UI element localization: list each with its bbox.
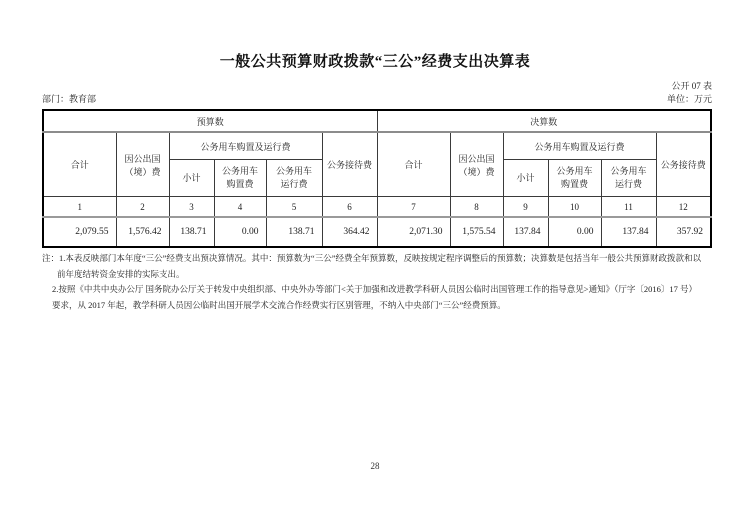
value-final-vehicle-subtotal: 137.84: [503, 217, 548, 247]
department-label: 部门：教育部: [42, 94, 97, 104]
footnotes: [42, 251, 718, 313]
col-num-12: 12: [656, 197, 711, 218]
header-operation-line1: 公务用车: [610, 166, 647, 176]
header-reception-budget: 公务接待费: [322, 132, 377, 197]
value-budget-abroad: 1,576.42: [116, 217, 169, 247]
header-total-budget: 合计: [43, 132, 116, 197]
footnote-1-line-2: 前年度结转资金安排的实际支出。: [57, 268, 185, 279]
header-purchase-line1: 公务用车: [221, 166, 258, 176]
header-operation-line2: 运行费: [615, 179, 643, 189]
col-num-5: 5: [266, 197, 322, 218]
value-budget-vehicle-operation: 138.71: [266, 217, 322, 247]
col-num-1: 1: [43, 197, 116, 218]
value-final-reception: 357.92: [656, 217, 711, 247]
value-budget-vehicle-subtotal: 138.71: [169, 217, 214, 247]
table-code-label: 公开 07 表: [671, 81, 712, 91]
footnote-1-line-1: 注：1.本表反映部门本年度“三公”经费支出预决算情况。其中：预算数为“三公”经费全年预算数，反映按规定程序调整后的预算数；决算数是包括当年一般公共预算财政拨款和以: [42, 253, 701, 263]
header-vehicle-subtotal-budget: 小计: [169, 160, 214, 197]
header-abroad-line2: （境）费: [124, 166, 161, 177]
header-vehicle-purchase-budget: [214, 160, 266, 197]
value-final-total: 2,071.30: [377, 217, 450, 247]
col-num-10: 10: [548, 197, 601, 218]
header-reception-final: 公务接待费: [656, 132, 711, 197]
unit-label: 单位：万元: [666, 94, 712, 104]
header-vehicle-operation-final: [601, 160, 656, 197]
header-operation-line2: 运行费: [280, 179, 308, 189]
value-final-abroad: 1,575.54: [450, 217, 503, 247]
column-number-row: [43, 197, 711, 218]
col-num-2: 2: [116, 197, 169, 218]
header-abroad-line2: （境）费: [458, 166, 495, 177]
header-total-final: 合计: [377, 132, 450, 197]
col-num-8: 8: [450, 197, 503, 218]
header-purchase-line2: 购置费: [226, 179, 254, 189]
header-row-1: [43, 132, 711, 160]
header-vehicle-group-budget: 公务用车购置及运行费: [169, 132, 322, 160]
footnote-2-line-2: 要求，从 2017 年起，教学科研人员因公临时出国开展学术交流合作经费实行区别管理，不纳入中央部门“三公”经费预算。: [52, 299, 506, 310]
data-row: [43, 217, 711, 247]
header-vehicle-subtotal-final: 小计: [503, 160, 548, 197]
header-vehicle-purchase-final: [548, 160, 601, 197]
section-header-budget: 预算数: [43, 110, 377, 132]
footnote-2-line-1: 2.按照《中共中央办公厅 国务院办公厅关于转发中央组织部、中央外办等部门<关于加强和改进教学科研人员因公临时出国管理工作的指导意见>通知》（厅字〔2016〕17 号）: [52, 284, 697, 294]
col-num-7: 7: [377, 197, 450, 218]
header-vehicle-group-final: 公务用车购置及运行费: [503, 132, 656, 160]
page-number: 28: [370, 461, 380, 471]
page-title: 一般公共预算财政拨款“三公”经费支出决算表: [219, 54, 531, 70]
header-abroad-line1: 因公出国: [458, 153, 495, 164]
header-purchase-line1: 公务用车: [556, 166, 593, 176]
three-public-expense-table: [42, 109, 712, 248]
value-budget-total: 2,079.55: [43, 217, 116, 247]
header-operation-line1: 公务用车: [275, 166, 312, 176]
col-num-6: 6: [322, 197, 377, 218]
header-abroad-final: [450, 132, 503, 197]
header-vehicle-operation-budget: [266, 160, 322, 197]
header-purchase-line2: 购置费: [561, 179, 589, 189]
value-budget-vehicle-purchase: 0.00: [214, 217, 266, 247]
col-num-9: 9: [503, 197, 548, 218]
value-final-vehicle-operation: 137.84: [601, 217, 656, 247]
value-final-vehicle-purchase: 0.00: [548, 217, 601, 247]
col-num-3: 3: [169, 197, 214, 218]
section-header-row: [43, 110, 711, 132]
col-num-4: 4: [214, 197, 266, 218]
col-num-11: 11: [601, 197, 656, 218]
header-abroad-line1: 因公出国: [124, 153, 161, 164]
header-abroad-budget: [116, 132, 169, 197]
value-budget-reception: 364.42: [322, 217, 377, 247]
section-header-final: 决算数: [377, 110, 711, 132]
